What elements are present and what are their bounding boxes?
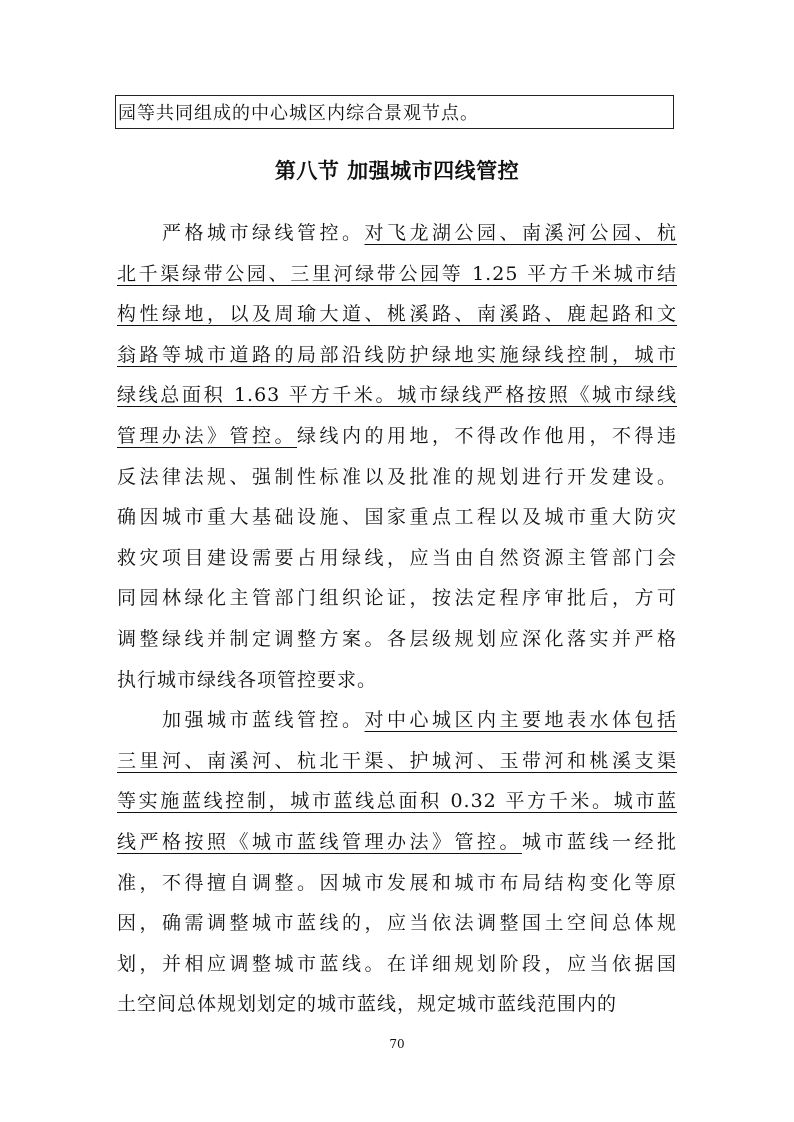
text-line xyxy=(117,538,677,579)
text-line xyxy=(117,984,677,1025)
text-line xyxy=(117,335,677,376)
underlined-text: 管理办法》管控。 xyxy=(117,424,297,447)
text-segment: 城市蓝线一经批 xyxy=(521,830,677,853)
underlined-text: 对飞龙湖公园、南溪河公园、杭 xyxy=(364,222,677,244)
underlined-text: 构性绿地，以及周瑜大道、桃溪路、南溪路、鹿起路和文 xyxy=(117,303,677,326)
boxed-text-content: 园等共同组成的中心城区内综合景观节点。 xyxy=(118,103,479,124)
text-line xyxy=(117,944,677,985)
page-number: 70 xyxy=(389,1037,405,1051)
text-segment: 同园林绿化主管部门组织论证，按法定程序审批后，方可 xyxy=(117,587,677,610)
text-segment: 加强城市蓝线管控。 xyxy=(117,709,365,732)
text-line xyxy=(117,700,677,741)
section-title: 第八节 加强城市四线管控 xyxy=(274,159,520,183)
paragraph xyxy=(117,700,677,1025)
text-line xyxy=(117,660,677,701)
text-line xyxy=(117,903,677,944)
text-segment: 土空间总体规划划定的城市蓝线，规定城市蓝线范围内的 xyxy=(117,993,618,1016)
text-segment: 确因城市重大基础设施、国家重点工程以及城市重大防灾 xyxy=(117,506,677,529)
text-line xyxy=(117,781,677,822)
underlined-text: 线严格按照《城市蓝线管理办法》管控。 xyxy=(117,830,522,853)
underlined-text: 对中心城区内主要地表水体包括 xyxy=(364,709,677,732)
body-text xyxy=(117,213,677,1025)
continued-boxed-text xyxy=(115,95,674,129)
text-segment: 严格城市绿线管控。 xyxy=(117,222,365,244)
text-line xyxy=(117,741,677,782)
text-segment: 因，确需调整城市蓝线的，应当依法调整国土空间总体规 xyxy=(117,912,677,935)
text-line xyxy=(117,578,677,619)
text-line xyxy=(117,375,677,416)
underlined-text: 翁路等城市道路的局部沿线防护绿地实施绿线控制，城市 xyxy=(117,343,677,366)
text-line xyxy=(117,619,677,660)
text-segment: 划，并相应调整城市蓝线。在详细规划阶段，应当依据国 xyxy=(117,952,677,975)
text-line xyxy=(117,254,677,295)
text-segment: 执行城市绿线各项管控要求。 xyxy=(117,668,378,691)
text-line xyxy=(117,822,677,863)
text-line xyxy=(117,457,677,498)
underlined-text: 北千渠绿带公园、三里河绿带公园等 1.25 平方千米城市结 xyxy=(117,262,677,285)
paragraph xyxy=(117,213,677,700)
underlined-text: 绿线总面积 1.63 平方千米。城市绿线严格按照《城市绿线 xyxy=(117,384,677,407)
text-segment: 绿线内的用地，不得改作他用，不得违 xyxy=(297,424,677,447)
underlined-text: 等实施蓝线控制，城市蓝线总面积 0.32 平方千米。城市蓝 xyxy=(117,790,677,813)
text-segment: 反法律法规、强制性标准以及批准的规划进行开发建设。 xyxy=(117,465,677,488)
text-line xyxy=(117,213,677,254)
text-line xyxy=(117,416,677,457)
text-line xyxy=(117,863,677,904)
text-segment: 救灾项目建设需要占用绿线，应当由自然资源主管部门会 xyxy=(117,546,677,569)
text-line xyxy=(117,497,677,538)
text-segment: 准，不得擅自调整。因城市发展和城市布局结构变化等原 xyxy=(117,871,677,894)
text-line xyxy=(117,294,677,335)
text-segment: 调整绿线并制定调整方案。各层级规划应深化落实并严格 xyxy=(117,627,677,650)
underlined-text: 三里河、南溪河、杭北干渠、护城河、玉带河和桃溪支渠 xyxy=(117,749,677,772)
